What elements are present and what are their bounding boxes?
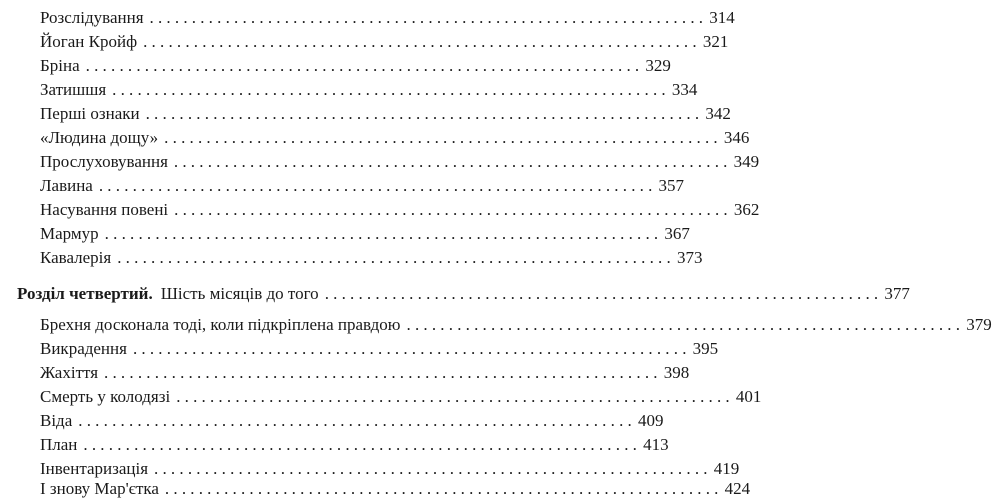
toc-entry bbox=[40, 224, 690, 244]
toc-entry bbox=[40, 56, 671, 76]
toc-entry-title: «Людина дощу» bbox=[40, 128, 159, 147]
toc-entry bbox=[40, 459, 740, 479]
toc-entry bbox=[40, 32, 729, 52]
toc-entry-page: 334 bbox=[671, 80, 698, 99]
leader-dots: .................................................................. bbox=[112, 80, 670, 99]
toc-entry bbox=[40, 248, 703, 268]
toc-entry-page: 401 bbox=[735, 387, 762, 406]
leader-dots: .................................................................. bbox=[104, 363, 662, 382]
leader-dots: .................................................................. bbox=[324, 284, 883, 303]
toc-entry-title: Віда bbox=[40, 411, 73, 430]
toc-entry-title: Бріна bbox=[40, 56, 80, 75]
leader-dots: .................................................................. bbox=[174, 200, 732, 219]
toc-entry-title: Перші ознаки bbox=[40, 104, 140, 123]
toc-entry-title: Прослуховування bbox=[40, 152, 168, 171]
toc-entry-page: 419 bbox=[713, 459, 740, 478]
toc-entry-title: Брехня досконала тоді, коли підкріплена правдою bbox=[40, 315, 401, 334]
toc-entry-page: 362 bbox=[733, 200, 760, 219]
toc-entry bbox=[40, 315, 992, 335]
leader-dots: .................................................................. bbox=[85, 56, 644, 75]
leader-dots: .................................................................. bbox=[406, 315, 965, 334]
toc-entry bbox=[40, 435, 669, 455]
toc-entry bbox=[40, 387, 762, 407]
toc-entry-title: План bbox=[40, 435, 78, 454]
toc-entry-page: 321 bbox=[702, 32, 729, 51]
leader-dots: .................................................................. bbox=[164, 128, 722, 147]
toc-entry bbox=[40, 411, 664, 431]
chapter-title: Шість місяців до того bbox=[160, 284, 319, 303]
toc-entry-page: 424 bbox=[724, 479, 751, 498]
toc-entry-page: 409 bbox=[637, 411, 664, 430]
toc-entry bbox=[40, 200, 760, 220]
toc-entry-title: Викрадення bbox=[40, 339, 127, 358]
toc-entry-page: 342 bbox=[705, 104, 731, 123]
toc-entry-title: Інвентаризація bbox=[40, 459, 149, 478]
toc-entry bbox=[40, 176, 685, 196]
toc-entry-page: 357 bbox=[658, 176, 685, 195]
leader-dots: .................................................................. bbox=[132, 339, 691, 358]
toc-entry-title: Жахіття bbox=[40, 363, 99, 382]
toc-entry-title: І знову Мар'єтка bbox=[40, 479, 159, 498]
leader-dots: .................................................................. bbox=[83, 435, 642, 454]
toc-entry bbox=[40, 363, 690, 383]
leader-dots: .................................................................. bbox=[149, 8, 708, 27]
toc-entry-title: Затишшя bbox=[40, 80, 107, 99]
leader-dots: .................................................................. bbox=[154, 459, 712, 478]
toc-entry-title: Насування повені bbox=[40, 200, 169, 219]
toc-entry-title: Лавина bbox=[40, 176, 93, 195]
toc-entry-title: Смерть у колодязі bbox=[40, 387, 171, 406]
toc-entry-page: 329 bbox=[645, 56, 671, 75]
leader-dots: .................................................................. bbox=[143, 32, 701, 51]
leader-dots: .................................................................. bbox=[104, 224, 663, 243]
toc-entry bbox=[40, 479, 751, 499]
toc-entry-page: 346 bbox=[723, 128, 750, 147]
toc-entry bbox=[40, 8, 735, 28]
toc-entry-page: 413 bbox=[643, 435, 669, 454]
leader-dots: .................................................................. bbox=[176, 387, 734, 406]
chapter-page: 377 bbox=[884, 284, 910, 303]
toc-entry bbox=[40, 152, 760, 172]
toc-entry-page: 373 bbox=[676, 248, 703, 267]
toc-entry-title: Кавалерія bbox=[40, 248, 112, 267]
toc-entry-title: Мармур bbox=[40, 224, 99, 243]
chapter-heading bbox=[17, 284, 910, 304]
leader-dots: .................................................................. bbox=[145, 104, 704, 123]
toc-entry-title: Йоган Кройф bbox=[40, 32, 138, 51]
leader-dots: .................................................................. bbox=[117, 248, 675, 267]
leader-dots: .................................................................. bbox=[78, 411, 636, 430]
toc-entry bbox=[40, 104, 731, 124]
toc-entry bbox=[40, 128, 750, 148]
toc-entry-page: 395 bbox=[692, 339, 719, 358]
toc-entry-page: 349 bbox=[733, 152, 760, 171]
toc-entry-page: 379 bbox=[966, 315, 992, 334]
toc-entry bbox=[40, 80, 698, 100]
toc-entry-page: 314 bbox=[709, 8, 735, 27]
toc-entry-title: Розслідування bbox=[40, 8, 144, 27]
leader-dots: .................................................................. bbox=[98, 176, 657, 195]
chapter-label: Розділ четвертий. bbox=[17, 284, 153, 303]
toc-entry-page: 398 bbox=[663, 363, 690, 382]
toc-entry bbox=[40, 339, 719, 359]
leader-dots: .................................................................. bbox=[173, 152, 732, 171]
leader-dots: .................................................................. bbox=[164, 479, 723, 498]
toc-entry-page: 367 bbox=[664, 224, 690, 243]
